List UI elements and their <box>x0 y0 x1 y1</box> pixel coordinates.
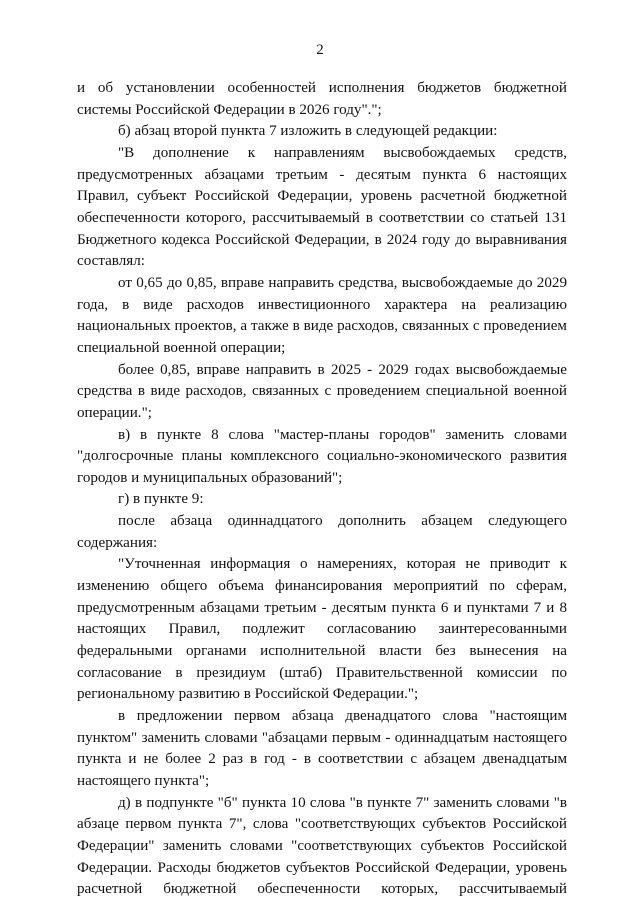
paragraph-item-g: г) в пункте 9: <box>118 491 204 508</box>
paragraph-item-d: д) в подпункте "б" пункта 10 слова "в пункте 7" заменить словами "в абзаце первом пункта 7", слова "соответствующих субъектов Российской Федерации" заменить словами "соответствующих субъектов Российской Федерации. Расходы бюджетов субъектов Российской Федерации, уровень расчетной бюджетной обеспеченности которых, рассчитываемый <box>77 794 567 898</box>
paragraph-twelfth-sentence: в предложении первом абзаца двенадцатого слова "настоящим пунктом" заменить словами "абзацами первым - одиннадцатым настоящего пункта и не более 2 раз в год - в соответствии с абзацем двенадцатым настоящего пункта"; <box>77 708 567 789</box>
paragraph-item-b: б) абзац второй пункта 7 изложить в следующей редакции: <box>118 123 498 140</box>
paragraph-refined-info: "Уточненная информация о намерениях, которая не приводит к изменению общего объема финансирования мероприятий по сферам, предусмотренным абзацами третьим - десятым пункта 6 и пунктами 7 и 8 настоящих Правил, подлежит согласованию заинтересованными федеральными органами исполнительной власти без вынесения на согласование в президиум (штаб) Правительственной комиссии по региональному развитию в Российской Федерации."; <box>77 556 567 703</box>
paragraph-after-eleventh: после абзаца одиннадцатого дополнить абзацем следующего содержания: <box>77 513 567 551</box>
paragraph-range-065-085: от 0,65 до 0,85, вправе направить средства, высвобождаемые до 2029 года, в виде расходов инвестиционного характера на реализацию национальных проектов, а также в виде расходов, связанных с проведением специальной военной операции; <box>77 274 567 356</box>
page-number: 2 <box>316 42 324 58</box>
paragraph-quoted-text: "В дополнение к направлениям высвобождаемых средств, предусмотренных абзацами третьим - десятым пункта 6 настоящих Правил, субъект Российской Федерации, уровень расчетной бюджетной обеспеченности которого, рассчитываемый в соответствии со статьей 131 Бюджетного кодекса Российской Федерации, в 2024 году до выравнивания составлял: <box>77 144 567 270</box>
paragraph-continuation: и об установлении особенностей исполнения бюджетов бюджетной системы Российской Федерации в 2026 году"."; <box>77 80 567 118</box>
paragraph-item-v: в) в пункте 8 слова "мастер-планы городов" заменить словами "долгосрочные планы комплексного социально-экономического развития городов и муниципальных образований"; <box>77 426 567 486</box>
paragraph-above-085: более 0,85, вправе направить в 2025 - 2029 годах высвобождаемые средства в виде расходов, связанных с проведением специальной военной операции."; <box>77 361 567 421</box>
document-body <box>77 78 567 901</box>
